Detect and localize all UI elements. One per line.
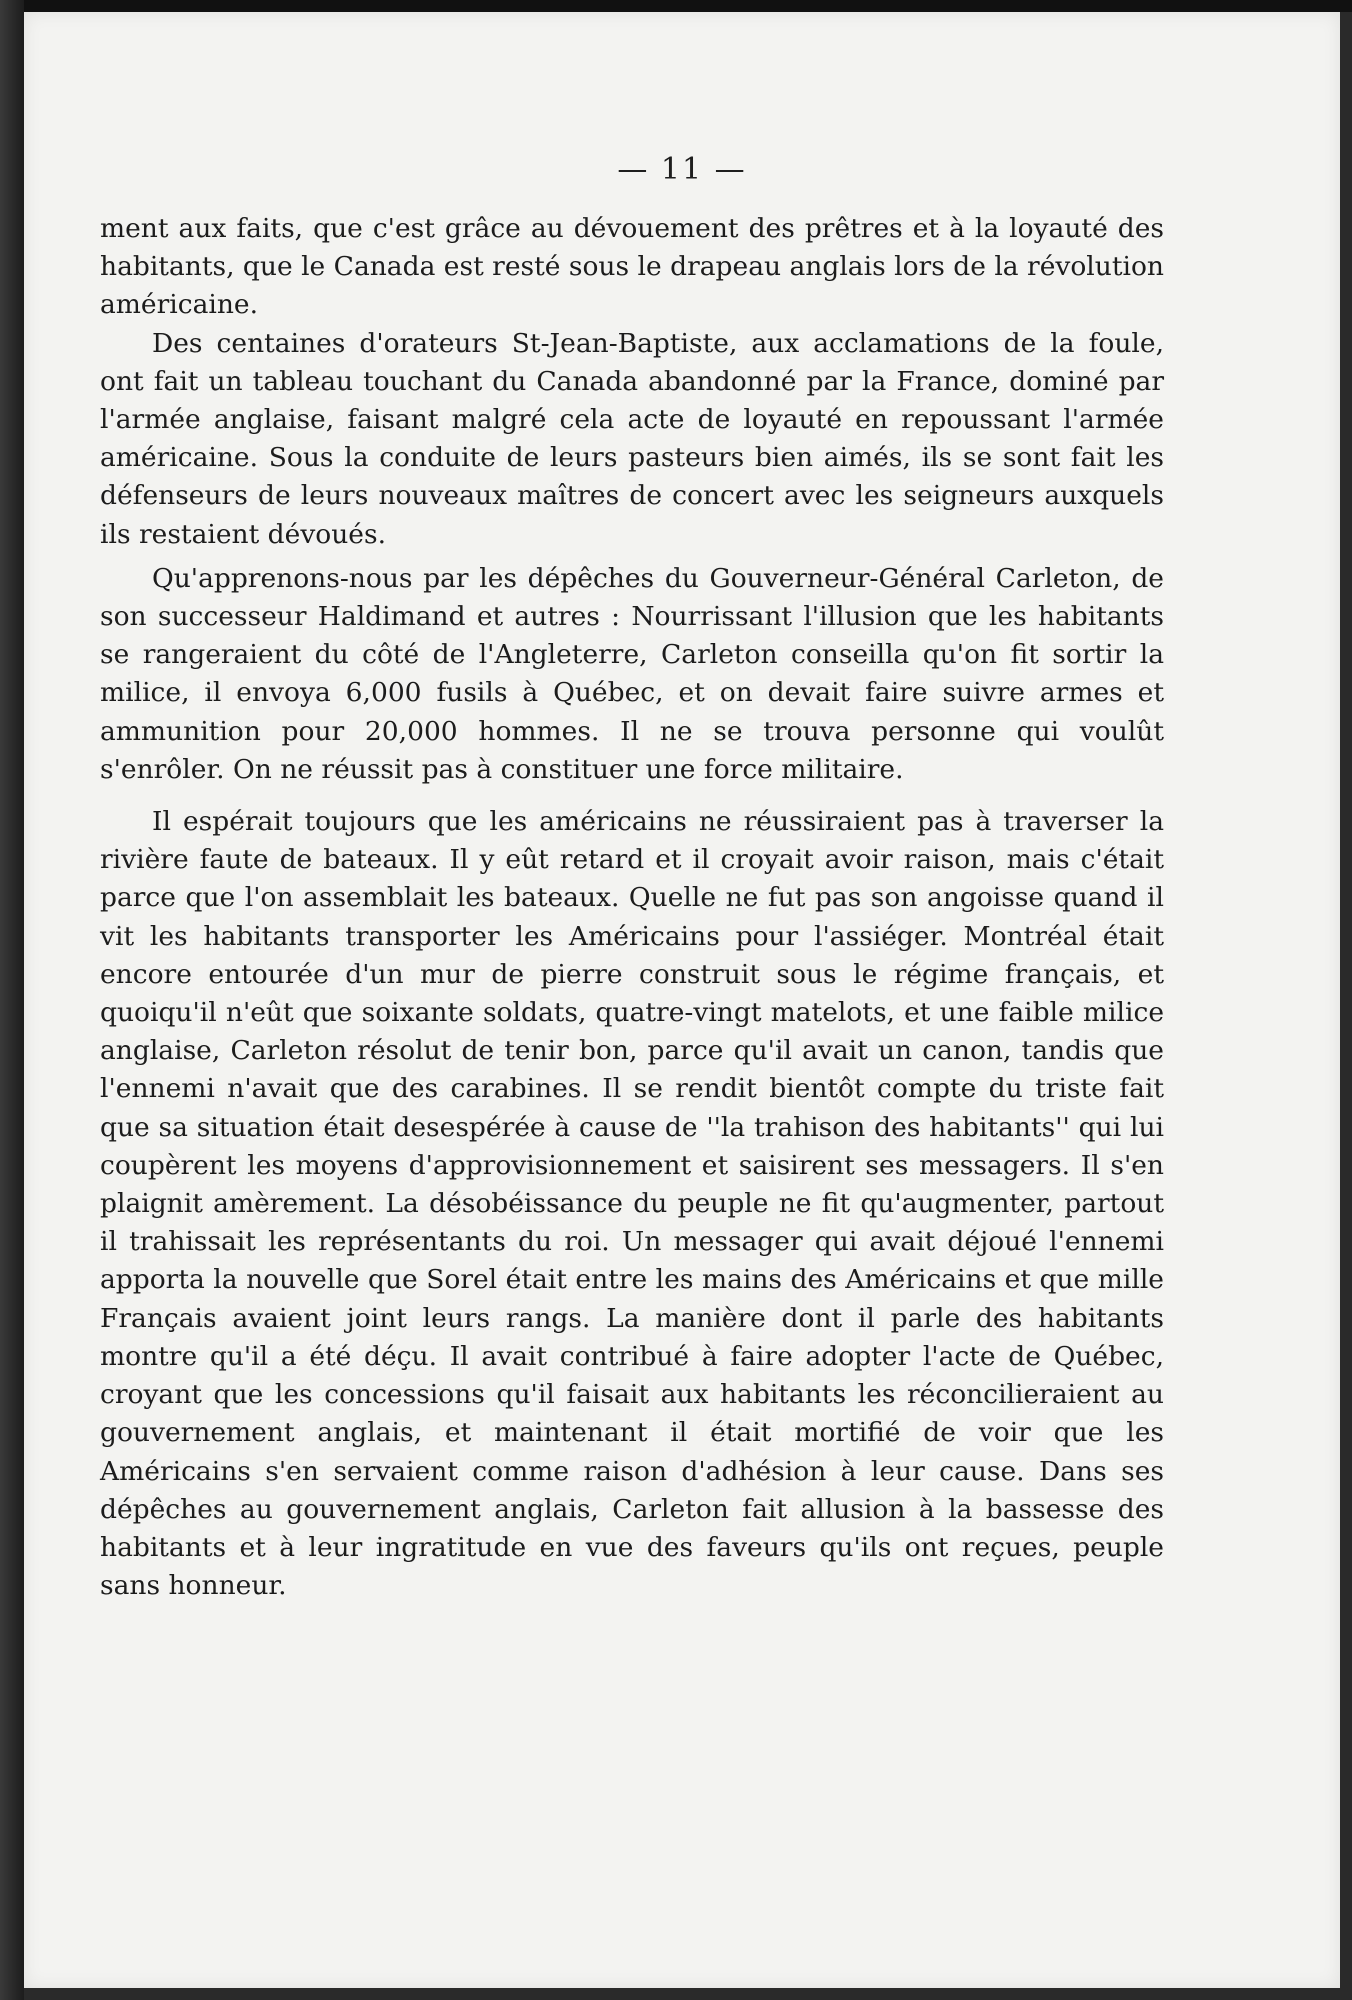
paragraph-continuation: ment aux faits, que c'est grâce au dévouement des prêtres et à la loyauté des habitants, que le Canada est resté sous le drapeau anglais lors de la révolution américaine. [100, 213, 1164, 321]
paragraph: Il espérait toujours que les américains ne réussiraient pas à traverser la rivière faute de bateaux. Il y eût retard et il croyait avoir raison, mais c'était parce que l'on assemblait les bateaux. Quelle ne fut pas son angoisse quand il vit les habitants transporter les Américains pour l'assiéger. Montréal était encore entourée d'un mur de pierre construit sous le régime français, et quoiqu'il n'eût que soixante soldats, quatre-vingt matelots, et une faible milice anglaise, Carleton résolut de tenir bon, parce qu'il avait un canon, tandis que l'ennemi n'avait que des carabines. Il se rendit bientôt compte du triste fait que sa situation était desespérée à cause de ''la trahison des habitants'' qui lui coupèrent les moyens d'approvisionnement et saisirent ses messagers. Il s'en plaignit amèrement. La désobéissance du peuple ne fit qu'augmenter, partout il trahissait les représentants du roi. Un messager qui avait déjoué l'ennemi apporta la nouvelle que Sorel était entre les mains des Américains et que mille Français avaient joint leurs rangs. La manière dont il parle des habitants montre qu'il a été déçu. Il avait contribué à faire adopter l'acte de Québec, croyant que les concessions qu'il faisait aux habitants les réconcilieraient au gouvernement anglais, et maintenant il était mortifié de voir que les Américains s'en servaient comme raison d'adhésion à leur cause. Dans ses dépêches au gouvernement anglais, Carleton fait allusion à la bassesse des habitants et à leur ingratitude en vue des faveurs qu'ils ont reçues, peuple sans honneur. [100, 806, 1164, 1602]
scan-top-edge [0, 0, 1352, 12]
paragraph: Qu'apprenons-nous par les dépêches du Gouverneur-Général Carleton, de son successeur Haldimand et autres : Nourrissant l'illusion que les habitants se rangeraient du côté de l'Angleterre, Carleton conseilla qu'on fit sortir la milice, il envoya 6,000 fusils à Québec, et on devait faire suivre armes et ammunition pour 20,000 hommes. Il ne se trouva personne qui voulût s'enrôler. On ne réussit pas à constituer une force militaire. [100, 562, 1164, 785]
scan-binding-edge [0, 0, 24, 2000]
paragraph: Des centaines d'orateurs St-Jean-Baptiste, aux acclamations de la foule, ont fait un tableau touchant du Canada abandonné par la France, dominé par l'armée anglaise, faisant malgré cela acte de loyauté en repoussant l'armée américaine. Sous la conduite de leurs pasteurs bien aimés, ils se sont fait les défenseurs de leurs nouveaux maîtres de concert avec les seigneurs auxquels ils restaient dévoués. [100, 327, 1164, 550]
body-text [100, 210, 1164, 1605]
page-number: — 11 — [617, 152, 747, 187]
